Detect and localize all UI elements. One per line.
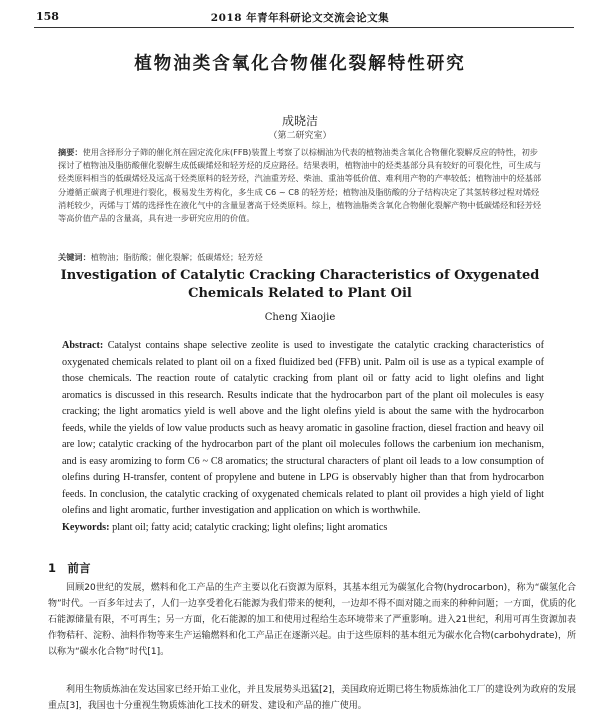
- abstract-english-label: Abstract:: [62, 340, 104, 351]
- keywords-english-text: plant oil; fatty acid; catalytic cracking; light olefins; light aromatics: [112, 522, 388, 533]
- author-english: Cheng Xiaojie: [264, 312, 336, 323]
- introduction-paragraph-1: 回顾20世纪的发展，燃料和化工产品的生产主要以化石资源为原料，其基本组元为碳氢化合物(hydrocarbon)，称为“碳氢化合物”时代。一百多年过去了，人们一边享受着化石能源为我们带来的便利，一边却不得不面对随之而来的种种问题；一方面，优质的化石能源储量有限，不可再生；另一方面，化石能源的加工和使用过程给生态环境带来了严重影响。进入21世纪，利用可再生资源加表作物秸秆、淀粉、油料作物等来生产运输燃料和化工产品正在逐渐兴起。由于这些原料的基本组元为碳水化合物(carbohydrate)，所以称为“碳水化合物”时代[1]。: [48, 583, 576, 657]
- keywords-chinese: [58, 251, 544, 264]
- introduction-paragraph-2: 利用生物质炼油在发达国家已经开始工业化，并且发展势头迅猛[2]，美国政府近期已将生物质炼油化工厂的建设列为政府的发展重点[3]，我国也十分重视生物质炼油化工技术的研发、建设和产品的推广使用。: [48, 685, 576, 711]
- abstract-english: [62, 338, 544, 520]
- keywords-english: [62, 520, 544, 537]
- keywords-english-label: Keywords:: [62, 522, 110, 533]
- header-rule: [34, 27, 574, 28]
- abstract-english-text: Catalyst contains shape selective zeolite is used to investigate the catalytic cracking characteristics of oxygenated chemicals related to plant oil on a fixed fluidized bed (FFB) unit. Palm oil is use as a typical example of those chemicals. The reaction route of catalytic cracking from plant oil or fatty acid to light olefins and light aromatics is discussed in this research. Results indicate that the hydrocarbon part of the plant oil molecules is easy cracking; the light aromatics yield is well above and the light olefins yield is about the same with the hydrocarbon feeds, while the yields of low value products such as heavy aromatic in gasoline fraction, diesel fraction and heavy oil are low; catalytic cracking of the hydrocarbon part of the plant oil molecules follows the carbenium ion mechanism, and is easy aromizing to form C6 ~ C8 aromatics; the structural characters of plant oil leads to a low consumption of olefins during H-transfer, content of propylene and butene in LPG is observably higher than that from hydrocarbon feeds. In conclusion, the catalytic cracking of oxygenated chemicals related to plant oil provides a high yield of light olefins and light aromatic, further investigation and application on which is worthwhile.: [62, 340, 545, 516]
- abstract-chinese-text: 使用含择形分子筛的催化剂在固定流化床(FFB)装置上考察了以棕榈油为代表的植物油类含氧化合物催化裂解反应的特性，初步探讨了植物油及脂肪酸催化裂解生成低碳烯烃和轻芳烃的反应路径。结果表明，植物油中的烃类基部分具有较好的可裂化性，可生成与烃类原料相当的低碳烯烃及远高于烃类原料的轻芳烃，汽油重芳烃、柴油、重油等低价值、难利用产物的产率较低；植物油中的烃基部分遵循正碳离子机理进行裂化，极易发生芳构化，多生成 C6 ~ C8 的轻芳烃；植物油及脂肪酸的分子结构决定了其氢转移过程对烯烃消耗较少，丙烯与丁烯的选择性在液化气中的含量显著高于烃类原料。综上，植物油脂类含氧化合物催化裂解产物中低碳烯烃和轻芳烃等高价值产品的含量高，具有进一步研究应用的价值。: [58, 147, 542, 224]
- page-number: 158: [36, 10, 59, 23]
- section-heading-introduction: 1 前言: [48, 561, 91, 575]
- author-chinese: 成晓洁: [281, 114, 318, 128]
- abstract-chinese-label: 摘要：: [58, 147, 83, 157]
- running-header: 2018 年青年科研论文交流会论文集: [210, 12, 390, 24]
- affiliation-chinese: （第二研究室）: [268, 131, 332, 141]
- keywords-chinese-text: 植物油；脂肪酸；催化裂解；低碳烯烃；轻芳烃: [90, 252, 263, 262]
- abstract-chinese: [58, 146, 544, 225]
- paper-title-english: Investigation of Catalytic Cracking Characteristics of Oxygenated Chemicals Related to Plant Oil: [60, 268, 540, 301]
- paper-title-chinese: 植物油类含氧化合物催化裂解特性研究: [134, 54, 466, 74]
- keywords-chinese-label: 关键词：: [58, 252, 91, 262]
